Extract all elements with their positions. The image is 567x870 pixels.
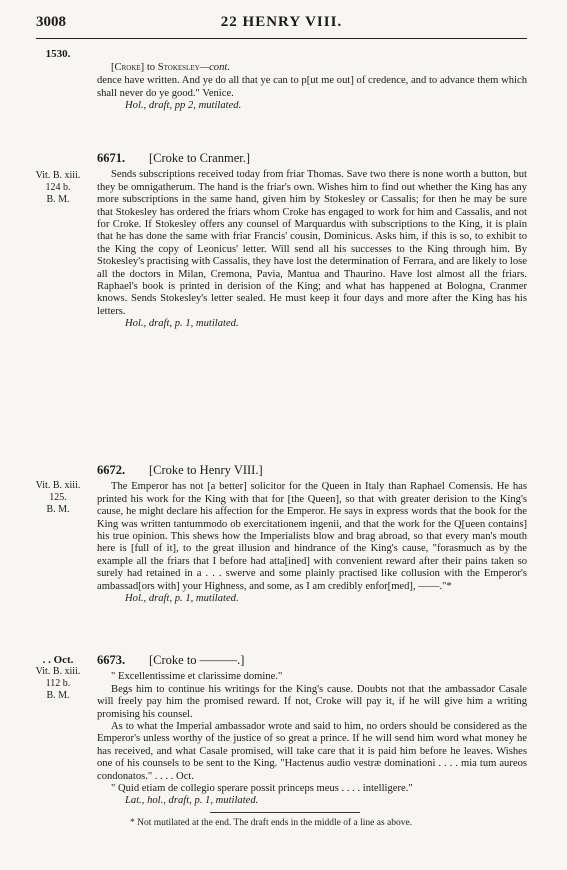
footnote: * Not mutilated at the end. The draft ends in the middle of a line as above. [130,818,413,828]
continuation-heading: [Croke] to Stokesley—cont. [111,62,230,73]
entry-paragraph: The Emperor has not [a better] solicitor for the Queen in Italy than Raphael Comensis. He has printed his work for the King with that for [the Queen], so that with greater derision to the King's cause, he might declare his affection for the Emperor. He says in express words that the book for the King was written tantummodo ob exercitationem ingenii, and that the work for the Q[ueen contains] his true opinion. This shews how the Imperialists blow and brag abroad, so that every man's mouth here is [full of it], to the great illusion and hindrance of the King's cause, "forasmuch as by the example all the friars that I before had atta[ined] with convenient reward after their pains taken so surely had retained in a . . . swerve and some plainly practised like collusion with the Emperor's ambassad[ors with] your Highness, and some, as I am credibly enfor[med], ——."* [97,481,527,592]
entry-paragraph: Sends subscriptions received today from friar Thomas. Save two there is none worth a button, but they be omnigatherum. The hand is the friar's own. Wishes him to find out whether the King has any more subscriptions in the same hand, given him by Stokesley or Cassalis; for then he may be sure that Stokesley has ordered the friars whom Croke has engaged to work for him and Cassalis, and not for Croke. If Stokesley offers any counsel of Marquardus with subscriptions to the King, it is plain that he has done the same with friar Francis' cousin, Dominicus. Asks him, if this is so, to exhibit to the King the copy of Leonicus' letter. Will send all his successes to the King through him. By Stokesley's practising with Cassalis, they have lost the determination of Ferrara, and are likely to lose all the doctors in Milan, Cremona, Pavia, Mantua and Thaurino. Have lost almost all the friars. Raphael's book is printed in derision of the King; and what has happened at Bologna, Cranmer knows. Sends Stokesley's letter sealed. He must keep it four days and more after the King has his letters. [97,169,527,317]
entry-6673 [97,654,527,808]
entry-heading: 6673. [Croke to ———.] [97,653,245,667]
entry-6672 [97,464,527,605]
header-rule [36,38,527,39]
entry-paragraph: " Excellentissime et clarissime domine." [111,671,283,683]
continuation-text: dence have written. And ye do all that ye can to p[ut me out] of credence, and to advance them which shall never do ye good." Venice. [97,75,527,99]
entry-paragraph: Begs him to continue his writings for the King's cause. Doubts not that the ambassador Casale will freely pay him the promised reward. If not, Croke will pay it, if he will give him a writing promising his counsel. [97,683,527,720]
entry-heading: 6671. [Croke to Cranmer.] [97,151,251,165]
entry-source: Hol., draft, p. 1, mutilated. [125,593,239,605]
page-header [36,14,527,36]
entry-paragraph: As to what the Imperial ambassador wrote and said to him, no orders should be considered as the Emperor's unless worthy of the justice of so great a prince. If he will send him word what money he has received, and what Casale promised, will take care that it is paid him before he leaves. Wishes one of his counsels to be sent to the King. "Hactenus audio vestræ dominationi . . . . mia tum aureos condonatos." . . . . Oct. [97,721,527,782]
entry-6671 [97,152,527,331]
page-number: 3008 [36,14,66,30]
entry-source: Hol., draft, p. 1, mutilated. [125,318,239,330]
entry-heading: 6672. [Croke to Henry VIII.] [97,463,263,477]
margin-ref-6671: Vit. B. xiii. 124 b. B. M. [35,170,81,205]
footnote-rule [210,812,360,813]
entry-paragraph: " Quid etiam de collegio sperare possit princeps meus . . . . intelligere." [111,783,413,795]
continuation-source: Hol., draft, pp 2, mutilated. [125,100,242,112]
running-head: 22 HENRY VIII. [220,14,343,30]
continuation-block [97,62,527,113]
entry-source: Lat., hol., draft, p. 1, mutilated. [125,795,259,807]
year-margin: 1530. [45,48,71,60]
margin-ref-6672: Vit. B. xiii. 125. B. M. [35,480,81,515]
margin-ref-6673: . . Oct. Vit. B. xiii. 112 b. B. M. [35,654,81,701]
